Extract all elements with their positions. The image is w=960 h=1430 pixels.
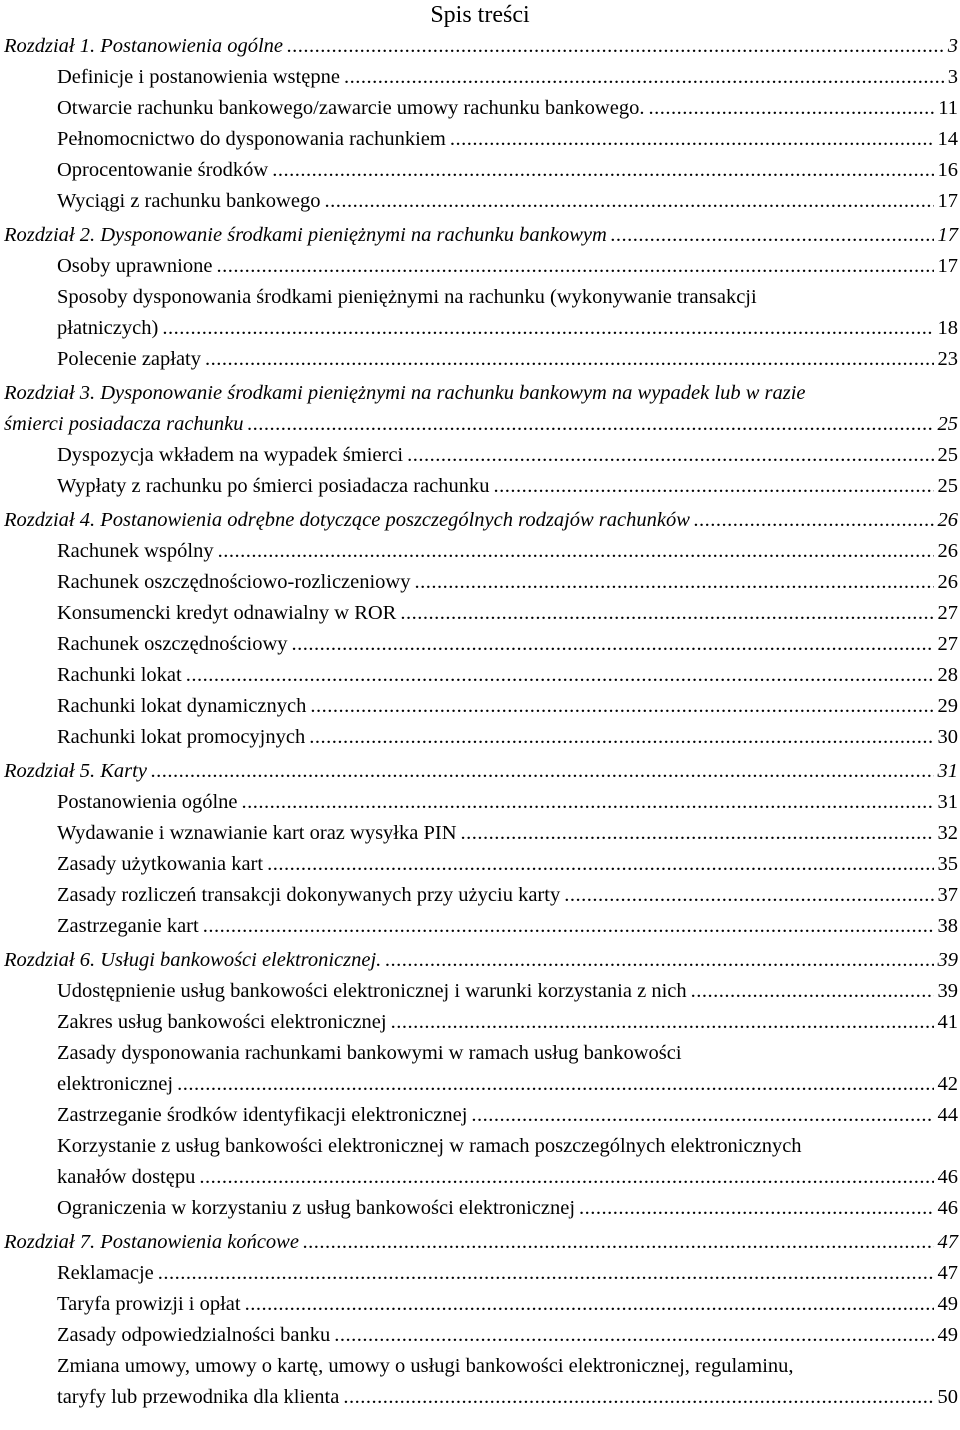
toc-entry-text: Taryfa prowizji i opłat xyxy=(57,1293,241,1315)
toc-section-entry[interactable] xyxy=(0,1007,960,1038)
toc-section-entry[interactable] xyxy=(0,1069,960,1100)
dot-leader xyxy=(309,722,933,753)
toc-page-number: 11 xyxy=(938,97,958,119)
toc-entry-text: Zmiana umowy, umowy o kartę, umowy o usługi bankowości elektronicznej, regulaminu, xyxy=(57,1355,794,1377)
dot-leader xyxy=(344,62,944,93)
toc-page-number: 17 xyxy=(937,190,958,212)
toc-page-number: 42 xyxy=(937,1073,958,1095)
toc-page-number: 17 xyxy=(937,255,958,277)
dot-leader xyxy=(461,818,934,849)
toc-entry-text: Wydawanie i wznawianie kart oraz wysyłka PIN xyxy=(57,822,457,844)
toc-chapter-entry[interactable] xyxy=(0,505,960,536)
toc-page-number: 3 xyxy=(947,66,958,88)
toc-page-number: 28 xyxy=(937,664,958,686)
toc-section-line[interactable] xyxy=(0,1131,960,1162)
dot-leader xyxy=(287,31,944,62)
toc-page-number: 39 xyxy=(937,949,958,971)
toc-entry-text: Rachunki lokat xyxy=(57,664,182,686)
toc-section-entry[interactable] xyxy=(0,124,960,155)
toc-page-number: 35 xyxy=(937,853,958,875)
toc-page-number: 29 xyxy=(937,695,958,717)
toc-page-number: 25 xyxy=(937,444,958,466)
toc-section-entry[interactable] xyxy=(0,849,960,880)
toc-entry-text: Rozdział 5. Karty xyxy=(4,760,147,782)
toc-entry-text: Postanowienia ogólne xyxy=(57,791,238,813)
toc-entry-text: Zakres usług bankowości elektronicznej xyxy=(57,1011,387,1033)
toc-entry-text: płatniczych) xyxy=(57,317,159,339)
dot-leader xyxy=(611,220,934,251)
dot-leader xyxy=(205,344,933,375)
toc-section-entry[interactable] xyxy=(0,440,960,471)
toc-entry-text: Zasady użytkowania kart xyxy=(57,853,264,875)
toc-entry-text: Pełnomocnictwo do dysponowania rachunkiem xyxy=(57,128,446,150)
dot-leader xyxy=(162,313,933,344)
toc-entry-text: Rachunek wspólny xyxy=(57,540,214,562)
toc-chapter-entry[interactable] xyxy=(0,1227,960,1258)
toc-section-entry[interactable] xyxy=(0,818,960,849)
toc-entry-text: śmierci posiadacza rachunku xyxy=(4,413,244,435)
dot-leader xyxy=(158,1258,934,1289)
toc-page-number: 26 xyxy=(937,540,958,562)
toc-entries xyxy=(0,31,960,1413)
toc-entry-text: Oprocentowanie środków xyxy=(57,159,269,181)
toc-chapter-entry[interactable] xyxy=(0,945,960,976)
toc-entry-text: Rachunki lokat promocyjnych xyxy=(57,726,306,748)
toc-section-entry[interactable] xyxy=(0,598,960,629)
toc-entry-text: Polecenie zapłaty xyxy=(57,348,202,370)
toc-entry-text: Rachunek oszczędnościowy xyxy=(57,633,288,655)
dot-leader xyxy=(694,505,934,536)
toc-entry-text: Zastrzeganie środków identyfikacji elektronicznej xyxy=(57,1104,468,1126)
toc-section-entry[interactable] xyxy=(0,536,960,567)
toc-page-number: 26 xyxy=(937,571,958,593)
toc-section-entry[interactable] xyxy=(0,1258,960,1289)
toc-entry-text: Rachunki lokat dynamicznych xyxy=(57,695,307,717)
toc-page-number: 49 xyxy=(937,1324,958,1346)
toc-entry-text: Zasady odpowiedzialności banku xyxy=(57,1324,331,1346)
toc-entry-text: Konsumencki kredyt odnawialny w ROR xyxy=(57,602,397,624)
toc-entry-text: Definicje i postanowienia wstępne xyxy=(57,66,340,88)
dot-leader xyxy=(415,567,934,598)
toc-section-entry[interactable] xyxy=(0,1193,960,1224)
toc-entry-text: Rozdział 6. Usługi bankowości elektronicznej. xyxy=(4,949,382,971)
toc-entry-text: taryfy lub przewodnika dla klienta xyxy=(57,1386,340,1408)
toc-entry-text: Rozdział 4. Postanowienia odrębne dotyczące poszczególnych rodzajów rachunków xyxy=(4,509,690,531)
toc-entry-text: Rachunek oszczędnościowo-rozliczeniowy xyxy=(57,571,411,593)
dot-leader xyxy=(471,1100,933,1131)
toc-section-entry[interactable] xyxy=(0,722,960,753)
toc-section-entry[interactable] xyxy=(0,567,960,598)
toc-page-number: 47 xyxy=(937,1231,958,1253)
toc-section-entry[interactable] xyxy=(0,186,960,217)
toc-entry-text: Dyspozycja wkładem na wypadek śmierci xyxy=(57,444,404,466)
toc-page-number: 46 xyxy=(937,1166,958,1188)
toc-section-entry[interactable] xyxy=(0,880,960,911)
dot-leader xyxy=(272,155,933,186)
toc-entry-text: Sposoby dysponowania środkami pieniężnymi na rachunku (wykonywanie transakcji xyxy=(57,286,757,308)
toc-section-entry[interactable] xyxy=(0,1320,960,1351)
dot-leader xyxy=(242,787,934,818)
dot-leader xyxy=(385,945,933,976)
toc-section-entry[interactable] xyxy=(0,1289,960,1320)
toc-section-entry[interactable] xyxy=(0,629,960,660)
dot-leader xyxy=(691,976,934,1007)
dot-leader xyxy=(248,409,934,440)
dot-leader xyxy=(216,251,933,282)
toc-section-entry[interactable] xyxy=(0,313,960,344)
toc-entry-text: Udostępnienie usług bankowości elektronicznej i warunki korzystania z nich xyxy=(57,980,687,1002)
toc-section-entry[interactable] xyxy=(0,911,960,942)
toc-page-number: 16 xyxy=(937,159,958,181)
toc-page-number: 49 xyxy=(937,1293,958,1315)
toc-entry-text: Korzystanie z usług bankowości elektronicznej w ramach poszczególnych elektronicznych xyxy=(57,1135,802,1157)
toc-section-entry[interactable] xyxy=(0,93,960,124)
toc-chapter-entry[interactable] xyxy=(0,409,960,440)
toc-entry-text: Rozdział 1. Postanowienia ogólne xyxy=(4,35,284,57)
toc-section-line[interactable] xyxy=(0,282,960,313)
dot-leader xyxy=(579,1193,933,1224)
page-title: Spis treści xyxy=(430,2,530,28)
toc-chapter-line[interactable] xyxy=(0,378,960,409)
toc-page-number: 47 xyxy=(937,1262,958,1284)
toc-section-entry[interactable] xyxy=(0,155,960,186)
toc-page-number: 23 xyxy=(937,348,958,370)
dot-leader xyxy=(199,1162,933,1193)
toc-entry-text: Osoby uprawnione xyxy=(57,255,213,277)
toc-entry-text: Wyciągi z rachunku bankowego xyxy=(57,190,321,212)
dot-leader xyxy=(400,598,933,629)
toc-page-number: 25 xyxy=(937,475,958,497)
toc-entry-text: Otwarcie rachunku bankowego/zawarcie umowy rachunku bankowego. xyxy=(57,97,645,119)
dot-leader xyxy=(564,880,933,911)
toc-page-number: 38 xyxy=(937,915,958,937)
toc-section-entry[interactable] xyxy=(0,251,960,282)
dot-leader xyxy=(648,93,934,124)
toc-page-number: 18 xyxy=(937,317,958,339)
toc-section-entry[interactable] xyxy=(0,1162,960,1193)
toc-page-number: 50 xyxy=(937,1386,958,1408)
dot-leader xyxy=(292,629,934,660)
dot-leader xyxy=(267,849,933,880)
dot-leader xyxy=(218,536,934,567)
dot-leader xyxy=(391,1007,934,1038)
toc-section-entry[interactable] xyxy=(0,691,960,722)
toc-entry-text: kanałów dostępu xyxy=(57,1166,196,1188)
toc-page-number: 46 xyxy=(937,1197,958,1219)
toc-page-number: 30 xyxy=(937,726,958,748)
dot-leader xyxy=(450,124,934,155)
toc-page-number: 14 xyxy=(937,128,958,150)
toc-section-entry[interactable] xyxy=(0,660,960,691)
toc-section-entry[interactable] xyxy=(0,344,960,375)
toc-entry-text: Rozdział 3. Dysponowanie środkami pieniężnymi na rachunku bankowym na wypadek lub w razie xyxy=(4,382,806,404)
toc-entry-text: Rozdział 7. Postanowienia końcowe xyxy=(4,1231,299,1253)
toc-entry-text: Zastrzeganie kart xyxy=(57,915,199,937)
toc-page-number: 27 xyxy=(937,602,958,624)
toc-chapter-entry[interactable] xyxy=(0,31,960,62)
toc-page-number: 3 xyxy=(947,35,958,57)
dot-leader xyxy=(203,911,934,942)
toc-entry-text: Zasady dysponowania rachunkami bankowymi w ramach usług bankowości xyxy=(57,1042,682,1064)
toc-chapter-entry[interactable] xyxy=(0,756,960,787)
toc-page-number: 27 xyxy=(937,633,958,655)
toc-page-number: 31 xyxy=(937,760,958,782)
toc-entry-text: Reklamacje xyxy=(57,1262,154,1284)
dot-leader xyxy=(177,1069,933,1100)
dot-leader xyxy=(494,471,934,502)
toc-page-number: 39 xyxy=(937,980,958,1002)
dot-leader xyxy=(186,660,934,691)
toc-section-line[interactable] xyxy=(0,1038,960,1069)
toc-entry-text: elektronicznej xyxy=(57,1073,174,1095)
toc-page-number: 31 xyxy=(937,791,958,813)
toc-entry-text: Ograniczenia w korzystaniu z usług bankowości elektronicznej xyxy=(57,1197,576,1219)
toc-section-entry[interactable] xyxy=(0,787,960,818)
toc-page-number: 32 xyxy=(937,822,958,844)
toc-page-number: 17 xyxy=(937,224,958,246)
toc-section-entry[interactable] xyxy=(0,1100,960,1131)
dot-leader xyxy=(334,1320,933,1351)
toc-chapter-entry[interactable] xyxy=(0,220,960,251)
toc-page-number: 37 xyxy=(937,884,958,906)
toc-section-entry[interactable] xyxy=(0,976,960,1007)
toc-section-line[interactable] xyxy=(0,1351,960,1382)
dot-leader xyxy=(245,1289,934,1320)
dot-leader xyxy=(407,440,933,471)
dot-leader xyxy=(343,1382,933,1413)
toc-page-number: 26 xyxy=(937,509,958,531)
toc-entry-text: Rozdział 2. Dysponowanie środkami pieniężnymi na rachunku bankowym xyxy=(4,224,607,246)
toc-entry-text: Wypłaty z rachunku po śmierci posiadacza rachunku xyxy=(57,475,490,497)
toc-page-number: 44 xyxy=(937,1104,958,1126)
toc-page-number: 41 xyxy=(937,1011,958,1033)
toc-section-entry[interactable] xyxy=(0,1382,960,1413)
dot-leader xyxy=(324,186,933,217)
dot-leader xyxy=(303,1227,934,1258)
toc-section-entry[interactable] xyxy=(0,471,960,502)
toc-section-entry[interactable] xyxy=(0,62,960,93)
toc-entry-text: Zasady rozliczeń transakcji dokonywanych przy użyciu karty xyxy=(57,884,561,906)
toc-page-number: 25 xyxy=(937,413,958,435)
dot-leader xyxy=(151,756,934,787)
dot-leader xyxy=(310,691,933,722)
